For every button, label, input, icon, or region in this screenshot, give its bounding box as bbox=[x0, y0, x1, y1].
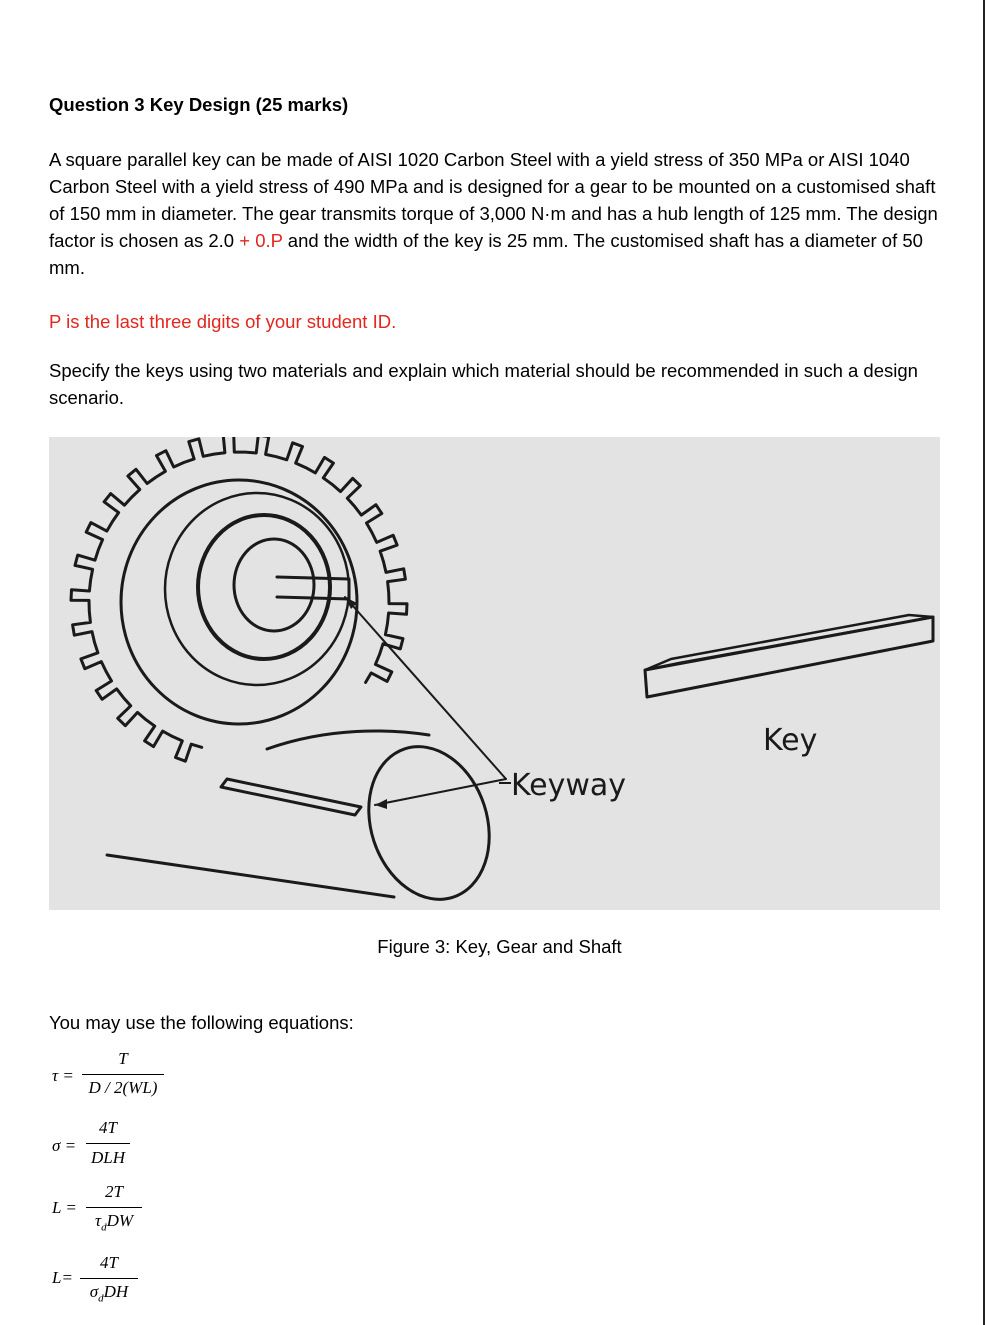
shaft-upper-edge bbox=[267, 731, 429, 749]
eq2-fraction-bar bbox=[86, 1143, 130, 1144]
problem-statement bbox=[49, 146, 949, 281]
key-gear-shaft-figure bbox=[49, 437, 940, 910]
eq3-denominator: $\tau_dDW$ bbox=[94, 1211, 134, 1234]
figure-drawing bbox=[49, 437, 940, 910]
eq1-numerator: T bbox=[118, 1049, 128, 1068]
eq1-fraction-bar bbox=[82, 1074, 164, 1075]
figure-caption: Figure 3: Key, Gear and Shaft bbox=[377, 936, 622, 957]
eq3-lhs: L = bbox=[52, 1198, 77, 1217]
page-edge-rule bbox=[983, 0, 985, 1325]
shaft-end-face bbox=[350, 731, 509, 910]
keyway-leader-to-shaft bbox=[375, 779, 506, 805]
keyway-label: Keyway bbox=[511, 768, 627, 803]
eq2-denominator: DLH bbox=[90, 1148, 125, 1167]
shaft-keyway-slot bbox=[221, 779, 361, 815]
eq2-lhs: σ = bbox=[52, 1136, 77, 1155]
shaft-lower-edge bbox=[107, 855, 394, 897]
gear-hub-outer bbox=[121, 480, 357, 724]
eq4-lhs: L= bbox=[52, 1268, 73, 1287]
gear-bore-inner bbox=[234, 539, 314, 631]
eq4-fraction-bar bbox=[80, 1278, 138, 1279]
eq3-numerator: 2T bbox=[105, 1182, 123, 1201]
eq3-fraction-bar bbox=[86, 1207, 142, 1208]
equations-intro: You may use the following equations: bbox=[49, 1012, 354, 1033]
eq4-denominator: $\sigma_dDH$ bbox=[89, 1282, 129, 1305]
design-factor-variable: + 0.P bbox=[239, 230, 283, 251]
gear-bore bbox=[198, 515, 330, 659]
key-label: Key bbox=[763, 723, 818, 758]
eq4-numerator: 4T bbox=[100, 1253, 118, 1272]
problem-statement-part-a: A square parallel key can be made of AISI 1020 Carbon Steel with a yield stress of 350 MPa or AISI 1040 Carbon Steel with a yield stress of 490 MPa and is designed for a gear to be mounted on a customised shaft of 150 mm in diameter. The gear transmits torque of 3,000 N·m and has a hub length of 125 mm. The design factor is chosen as 2.0 bbox=[49, 149, 938, 251]
eq1-denominator: D / 2(WL) bbox=[88, 1078, 158, 1097]
question-title: Question 3 Key Design (25 marks) bbox=[49, 94, 349, 115]
gear-drawing bbox=[71, 437, 407, 761]
gear-hub-mid bbox=[165, 493, 349, 685]
student-id-note: P is the last three digits of your student ID. bbox=[49, 311, 397, 332]
problem-statement-part-b: and the width of the key is 25 mm. The customised shaft has a diameter of 50 mm. bbox=[49, 230, 923, 278]
shaft-drawing bbox=[107, 731, 508, 910]
keyway-leader-to-gear bbox=[345, 597, 506, 779]
key-drawing bbox=[645, 615, 933, 697]
eq2-numerator: 4T bbox=[99, 1118, 117, 1137]
eq1-lhs: τ = bbox=[52, 1066, 74, 1085]
task-instruction: Specify the keys using two materials and explain which material should be recommended in such a design scenario. bbox=[49, 360, 918, 408]
